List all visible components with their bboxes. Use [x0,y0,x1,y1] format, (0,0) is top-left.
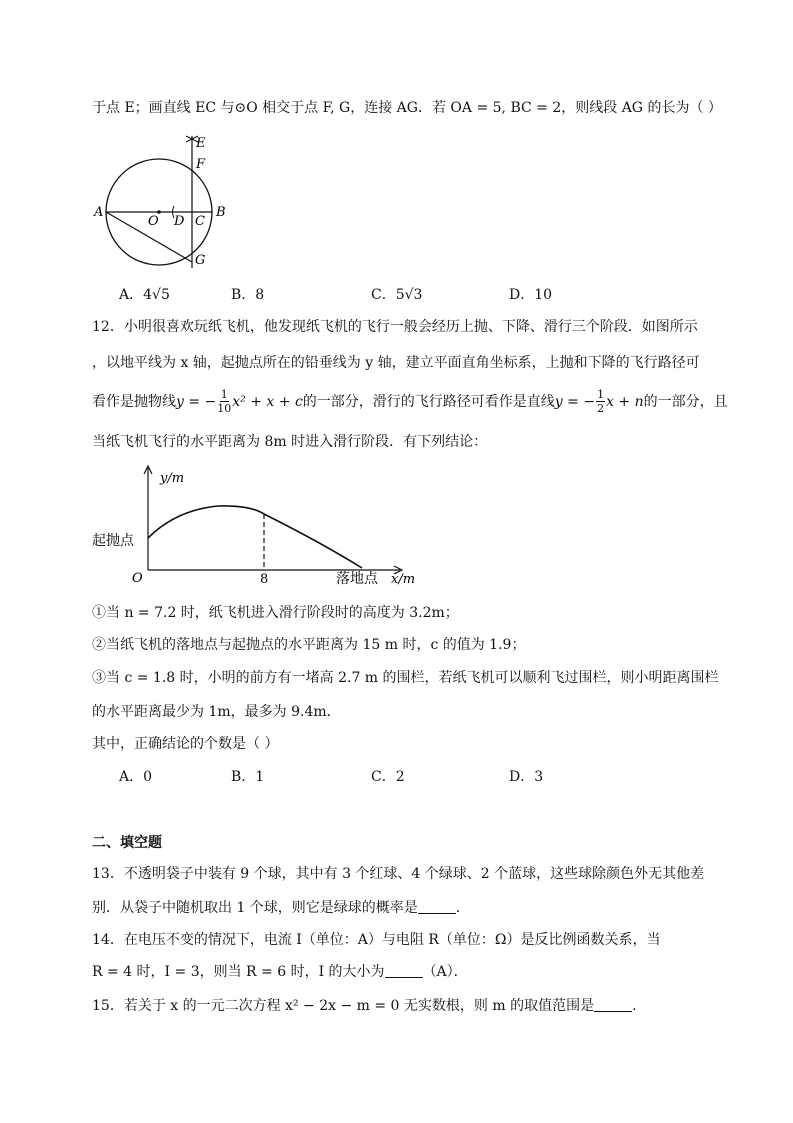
answer-blank [418,899,456,914]
q13-line-2 [92,898,470,918]
q12-line-3-text-g: 的一部分，且 [643,393,728,410]
section-title: 二、填空题 [92,835,162,851]
q11-option-b: B．8 [231,287,265,303]
label-F: F [196,157,206,172]
q12-statement-1: ①当 n = 7.2 时，纸飞机进入滑行阶段时的高度为 3.2m； [92,605,459,621]
q11-option-d: D．10 [509,287,553,303]
x-axis-label: x/m [391,572,416,587]
q12-line-2: ，以地平线为 x 轴，起抛点所在的铅垂线为 y 轴，建立平面直角坐标系，上抛和下降的飞行路径可 [92,355,700,371]
q12-statement-2: ②当纸飞机的落地点与起抛点的水平距离为 15 m 时，c 的值为 1.9； [92,637,526,653]
label-B: B [216,205,226,220]
label-E: E [196,136,206,151]
q12-line-3-text-a: 看作是抛物线 [92,393,176,410]
label-G: G [195,253,206,268]
fraction-1-10 [217,388,231,415]
label-C: C [195,214,205,229]
q12-option-a: A．0 [119,769,153,785]
q14-line-1: 14．在电压不变的情况下，电流 I（单位：A）与电阻 R（单位：Ω）是反比例函数关系，当 [92,932,661,948]
q12-line-4: 当纸飞机飞行的水平距离为 8m 时进入滑行阶段．有下列结论： [92,434,488,450]
q12-statement-3a: ③当 c = 1.8 时，小明的前方有一堵高 2.7 m 的围栏，若纸飞机可以顺利飞过围栏，则小明距离围栏 [92,670,719,686]
fraction-numerator: 1 [597,388,605,401]
fraction-denominator: 2 [597,402,605,415]
q15-line-1 [92,996,646,1016]
label-D: D [174,214,185,229]
q12-option-b: B．1 [231,769,265,785]
q12-line-3-text-d: 的一部分，滑行的飞行路径可看作是直线 [302,393,555,410]
landing-point-label: 落地点 [336,571,378,587]
parabola-rhs: x² + x + c [232,393,303,410]
tick-8-label: 8 [260,572,269,587]
start-point-label: 起抛点 [92,533,134,549]
parabola-lhs: y = − [176,393,217,410]
q14-line-2-text: R = 4 时，I = 3，则当 R = 6 时，I 的大小为 [92,964,385,980]
circle-figure [88,132,238,272]
y-axis-label: y/m [160,471,185,486]
q11-option-c: C．5√3 [371,287,423,303]
q13-line-2-end: ． [455,900,470,916]
line-rhs: x + n [606,393,644,410]
origin-label: O [132,571,143,586]
q15-line-1-text: 15．若关于 x 的一元二次方程 x² − 2x − m = 0 无实数根，则 m 的取值范围是 [92,998,595,1014]
q12-question: 其中，正确结论的个数是（ ） [92,736,279,752]
q13-line-1: 13．不透明袋子中装有 9 个球，其中有 3 个红球、4 个绿球、2 个蓝球，这些球除颜色外无其他差 [92,866,705,882]
fraction-denominator: 10 [217,402,232,415]
q12-line-3 [92,388,728,415]
label-A: A [94,205,104,220]
q14-line-2-end: （A）． [422,964,468,980]
flight-path-figure [88,462,428,592]
fraction-1-2 [596,388,605,415]
q12-option-c: C．2 [371,769,405,785]
label-O: O [148,214,159,229]
answer-blank [594,997,632,1012]
q15-line-1-end: ． [632,998,647,1014]
q12-line-1: 12．小明很喜欢玩纸飞机，他发现纸飞机的飞行一般会经历上抛、下降、滑行三个阶段．如图所示 [92,319,698,335]
fraction-numerator: 1 [220,388,228,401]
q14-line-2 [92,962,468,982]
q12-statement-3b: 的水平距离最少为 1m，最多为 9.4m． [92,704,341,720]
q11-text-line: 于点 E；画直线 EC 与⊙O 相交于点 F, G，连接 AG．若 OA = 5, BC = 2，则线段 AG 的长为（ ） [92,100,722,116]
line-lhs: y = − [554,393,596,410]
q12-option-d: D．3 [509,769,544,785]
answer-blank [385,963,423,978]
q13-line-2-text: 别．从袋子中随机取出 1 个球，则它是绿球的概率是 [92,900,418,916]
q11-option-a: A．4√5 [119,287,170,303]
